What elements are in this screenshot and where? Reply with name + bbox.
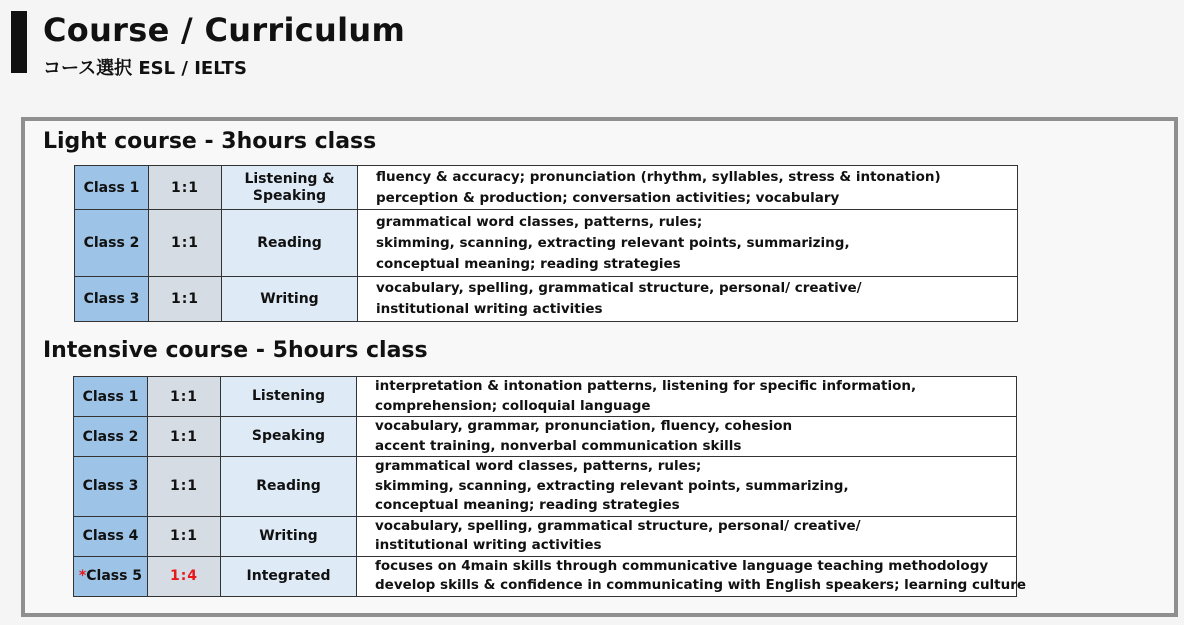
description-cell xyxy=(357,377,1017,417)
class-label-cell: Class 3 xyxy=(74,457,148,517)
asterisk-mark: * xyxy=(78,568,87,584)
class-label-cell: Class 4 xyxy=(74,516,148,556)
description-line: accent training, nonverbal communication skills xyxy=(375,437,742,454)
ratio-cell: 1:4 xyxy=(148,556,221,596)
description-line: grammatical word classes, patterns, rules; xyxy=(376,213,703,230)
description-cell xyxy=(358,210,1018,277)
title-accent-bar xyxy=(11,11,27,73)
ratio-cell: 1:1 xyxy=(149,166,222,210)
ratio-cell: 1:1 xyxy=(148,417,221,457)
description-line: skimming, scanning, extracting relevant points, summarizing, xyxy=(375,477,849,494)
page-title: Course / Curriculum xyxy=(43,11,406,49)
skill-cell: Reading xyxy=(222,210,358,277)
class-label-cell xyxy=(74,556,148,596)
table-row xyxy=(75,210,1018,277)
description-line: conceptual meaning; reading strategies xyxy=(376,255,681,272)
description-line: comprehension; colloquial language xyxy=(375,397,651,414)
description-line: institutional writing activities xyxy=(376,301,603,317)
class-label-cell: Class 1 xyxy=(74,377,148,417)
table-row xyxy=(75,277,1018,322)
class-label-cell: Class 2 xyxy=(75,210,149,277)
class-label-cell: Class 1 xyxy=(75,166,149,210)
ratio-cell: 1:1 xyxy=(149,277,222,322)
light-course-heading: Light course - 3hours class xyxy=(43,129,377,154)
skill-cell: Speaking xyxy=(221,417,357,457)
skill-cell: Integrated xyxy=(221,556,357,596)
description-line: grammatical word classes, patterns, rules; xyxy=(375,458,702,474)
description-line: vocabulary, spelling, grammatical structure, personal/ creative/ xyxy=(375,517,861,534)
table-row xyxy=(74,417,1017,457)
ratio-cell: 1:1 xyxy=(148,457,221,517)
description-cell xyxy=(357,516,1017,556)
description-line: vocabulary, spelling, grammatical structure, personal/ creative/ xyxy=(376,280,862,296)
skill-cell: Listening & Speaking xyxy=(222,166,358,210)
description-line: interpretation & intonation patterns, listening for specific information, xyxy=(375,378,917,394)
ratio-cell: 1:1 xyxy=(148,377,221,417)
page-subtitle: コース選択 ESL / IELTS xyxy=(43,58,247,79)
table-row xyxy=(74,457,1017,517)
description-line: skimming, scanning, extracting relevant points, summarizing, xyxy=(376,234,850,251)
description-cell xyxy=(358,166,1018,210)
table-row xyxy=(74,516,1017,556)
description-cell xyxy=(357,457,1017,517)
description-line: fluency & accuracy; pronunciation (rhythm, syllables, stress & intonation) xyxy=(376,168,941,185)
table-row xyxy=(74,556,1017,596)
class-label-text: Class 5 xyxy=(86,568,143,584)
description-line: develop skills & confidence in communicating with English speakers; learning culture xyxy=(375,577,1027,593)
table-row xyxy=(74,377,1017,417)
description-line: vocabulary, grammar, pronunciation, fluency, cohesion xyxy=(375,418,793,434)
class-label-cell: Class 3 xyxy=(75,277,149,322)
skill-cell: Writing xyxy=(221,516,357,556)
description-cell xyxy=(357,417,1017,457)
skill-cell: Writing xyxy=(222,277,358,322)
description-line: perception & production; conversation activities; vocabulary xyxy=(376,189,840,206)
description-line: conceptual meaning; reading strategies xyxy=(375,497,680,513)
description-cell xyxy=(357,556,1027,596)
skill-cell: Listening xyxy=(221,377,357,417)
description-line: focuses on 4main skills through communicative language teaching methodology xyxy=(375,557,989,574)
class-label-cell: Class 2 xyxy=(74,417,148,457)
ratio-cell: 1:1 xyxy=(148,516,221,556)
description-line: institutional writing activities xyxy=(375,537,602,553)
table-row xyxy=(75,166,1018,210)
description-cell xyxy=(358,277,1018,322)
intensive-course-heading: Intensive course - 5hours class xyxy=(43,338,428,363)
skill-cell: Reading xyxy=(221,457,357,517)
intensive-course-table xyxy=(73,376,1027,597)
ratio-cell: 1:1 xyxy=(149,210,222,277)
light-course-table xyxy=(74,165,1018,322)
